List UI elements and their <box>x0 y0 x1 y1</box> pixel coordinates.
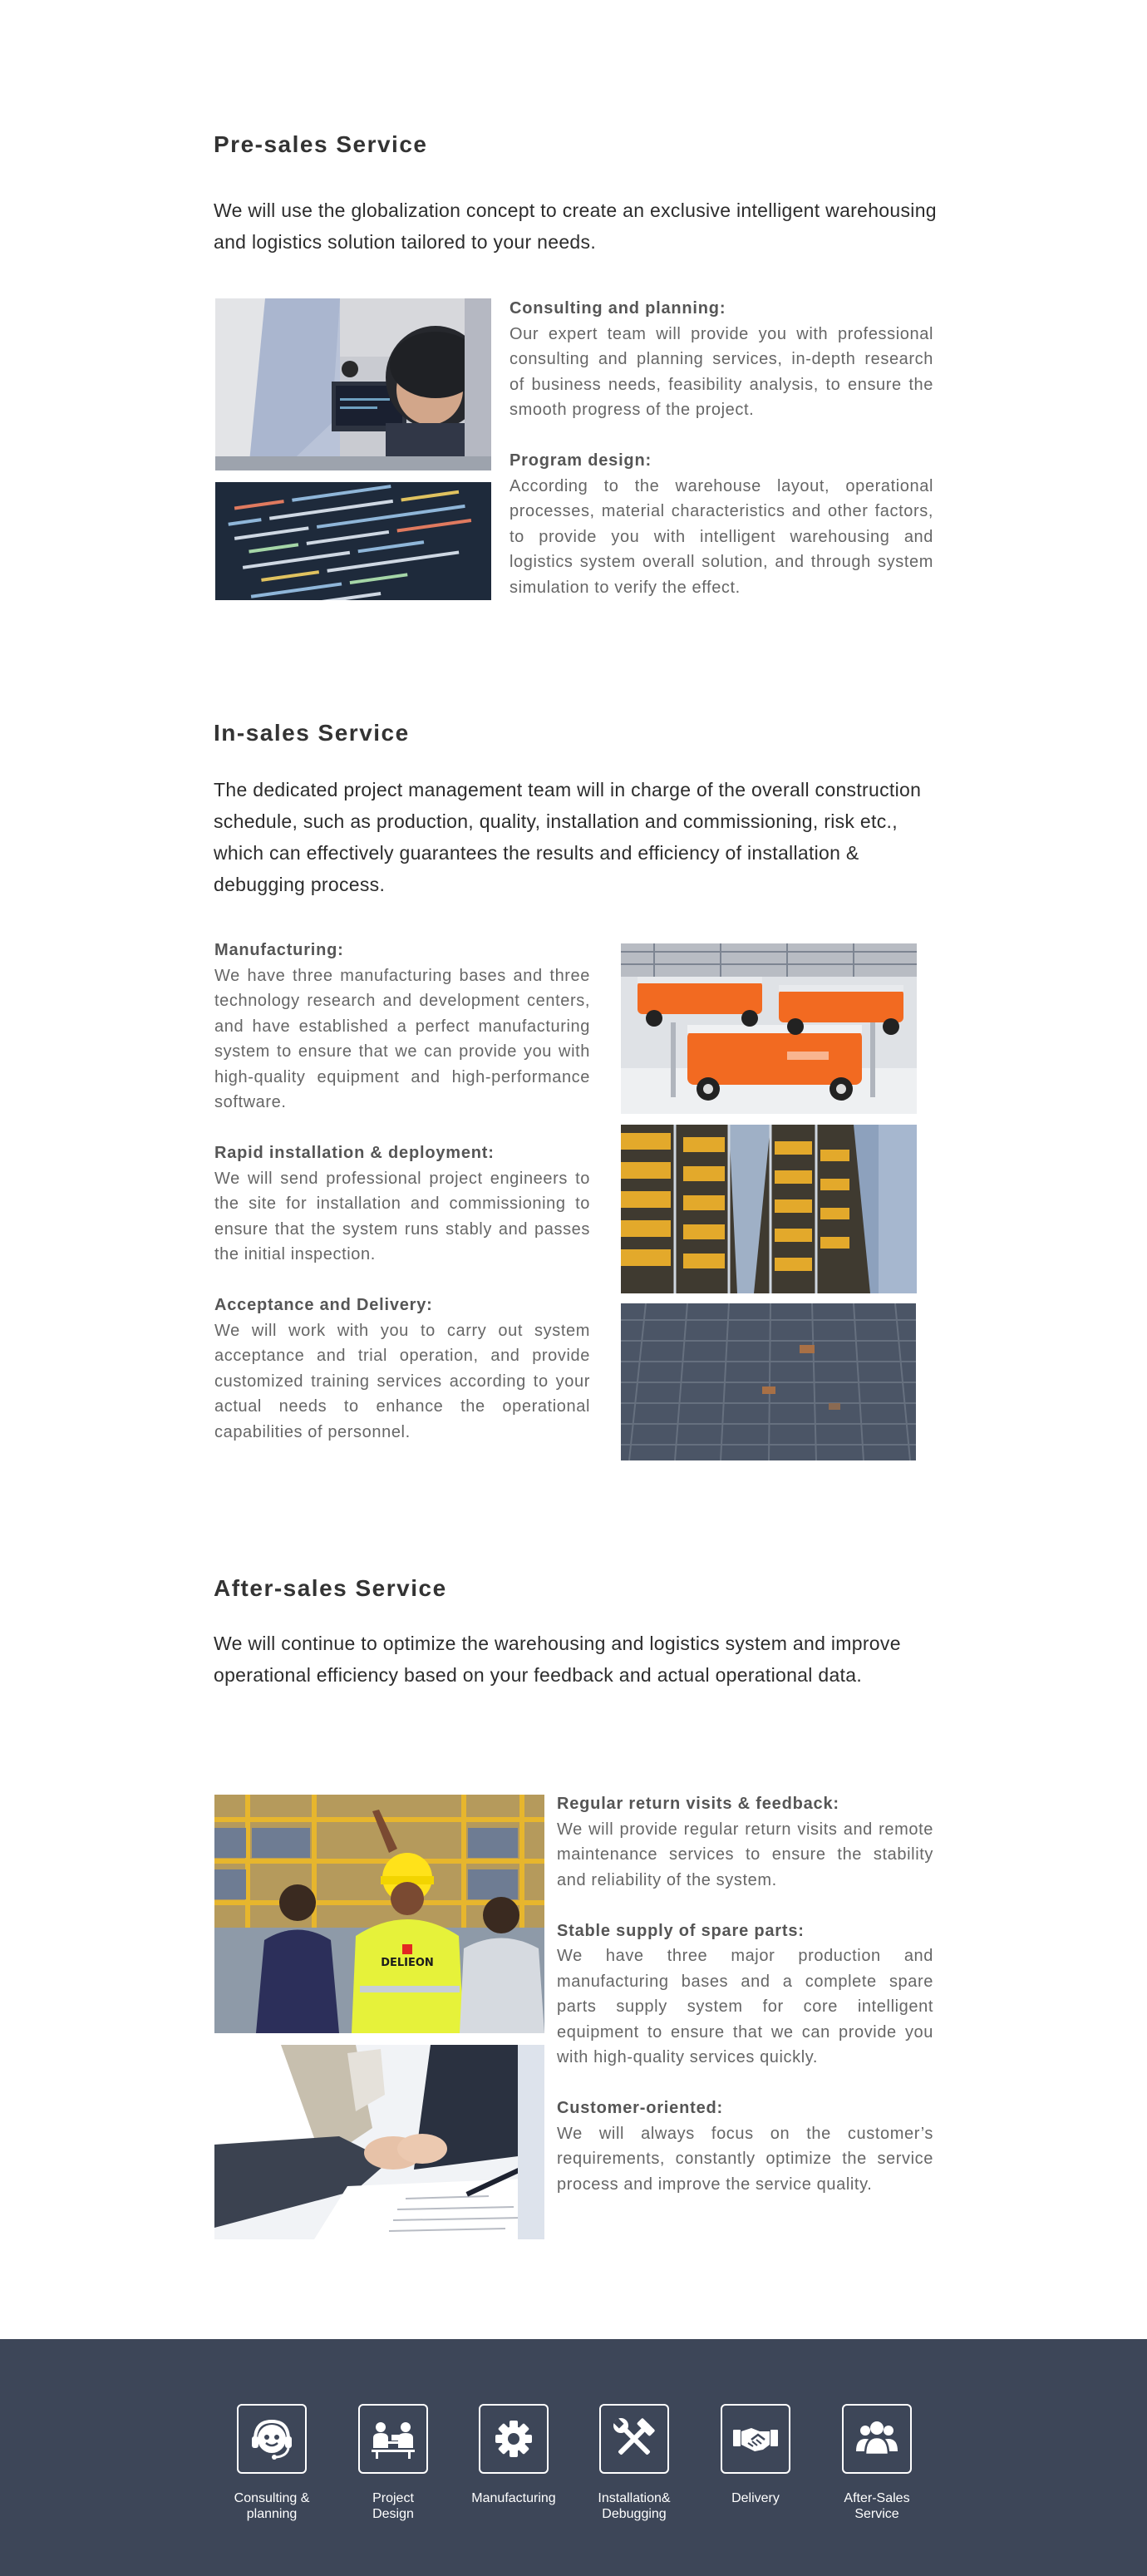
service-label: After-Sales Service <box>844 2491 910 2521</box>
item-heading: Customer-oriented: <box>557 2099 723 2117</box>
service-label: Consulting & planning <box>234 2491 310 2521</box>
handshake-photo <box>214 2045 544 2239</box>
presales-intro: We will use the globalization concept to create an exclusive intelligent warehousing and logistics solution tailored to your needs. <box>214 199 937 253</box>
insales-title: In-sales Service <box>214 720 410 746</box>
aftersales-item <box>557 2096 933 2197</box>
service-label: Installation& Debugging <box>598 2491 671 2521</box>
item-heading: Consulting and planning: <box>510 299 726 318</box>
service-label: Delivery <box>731 2491 780 2505</box>
item-text: We will provide regular return visits and remote maintenance services to ensure the stability and reliability of the system. <box>557 1820 933 1889</box>
item-heading: Program design: <box>510 451 652 470</box>
handshake-icon <box>731 2415 780 2463</box>
service-icon-box <box>358 2404 428 2474</box>
service-after-sales[interactable] <box>815 2404 939 2522</box>
service-manufacturing[interactable] <box>451 2404 576 2506</box>
meeting-icon <box>369 2415 417 2463</box>
service-icon-box <box>599 2404 669 2474</box>
aftersales-item <box>557 1791 933 1893</box>
item-heading: Stable supply of spare parts: <box>557 1921 805 1940</box>
service-process-footer <box>0 2339 1147 2576</box>
service-icon-box <box>842 2404 912 2474</box>
aftersales-intro: We will continue to optimize the warehousing and logistics system and improve operational efficiency based on your feedback and actual operational data. <box>214 1633 901 1686</box>
item-text: We will send professional project engineers to the site for installation and commissioning to ensure that the system runs stably and passes the initial inspection. <box>214 1169 590 1263</box>
headset-icon <box>248 2415 296 2463</box>
item-text: We will always focus on the customer’s requirements, constantly optimize the service process and improve the service quality. <box>557 2124 933 2194</box>
service-installation[interactable] <box>572 2404 697 2522</box>
item-text: We have three major production and manufacturing bases and a complete spare parts supply system for core intelligent equipment to ensure that we can provide you with high-quality services quickly. <box>557 1947 933 2066</box>
insales-intro: The dedicated project management team will in charge of the overall construction schedule, such as production, quality, installation and commissioning, risk etc., which can effectively guarantees the results and efficiency of installation & debugging process. <box>214 779 922 895</box>
service-label: Manufacturing <box>471 2491 556 2505</box>
aftersales-item <box>557 1918 933 2071</box>
presales-title: Pre-sales Service <box>214 131 428 157</box>
service-consulting[interactable] <box>209 2404 334 2522</box>
service-icon-box <box>479 2404 549 2474</box>
item-text: We have three manufacturing bases and three technology research and development centers, and have established a perfect manufacturing system to ensure that we can provide you with high-quality equipment and high-performance software. <box>214 966 590 1111</box>
item-text: We will work with you to carry out system acceptance and trial operation, and provide customized training services according to your actual needs to enhance the operational capabilities of personnel. <box>214 1321 590 1441</box>
service-delivery[interactable] <box>693 2404 818 2506</box>
aftersales-details <box>557 1791 933 2197</box>
tools-icon <box>610 2415 658 2463</box>
aftersales-title: After-sales Service <box>214 1575 447 1601</box>
item-heading: Manufacturing: <box>214 941 344 959</box>
svg-text:DELIEON: DELIEON <box>381 1957 434 1969</box>
item-text: According to the warehouse layout, operational processes, material characteristics and other factors, to provide you with intelligent warehousing and logistics system overall solution, and through system simulation to verify the effect. <box>510 476 933 597</box>
item-heading: Regular return visits & feedback: <box>557 1795 839 1813</box>
service-icon-box <box>237 2404 307 2474</box>
item-heading: Rapid installation & deployment: <box>214 1144 495 1162</box>
service-icon-box <box>721 2404 790 2474</box>
engineer-visit-photo <box>214 1795 544 2033</box>
item-text: Our expert team will provide you with professional consulting and planning services, in-depth research of business needs, feasibility analysis, to ensure the smooth progress of the project. <box>510 324 933 419</box>
team-icon <box>853 2415 901 2463</box>
service-label: Project Design <box>372 2491 414 2521</box>
gear-icon <box>490 2415 538 2463</box>
item-heading: Acceptance and Delivery: <box>214 1296 433 1314</box>
service-project-design[interactable] <box>331 2404 455 2522</box>
